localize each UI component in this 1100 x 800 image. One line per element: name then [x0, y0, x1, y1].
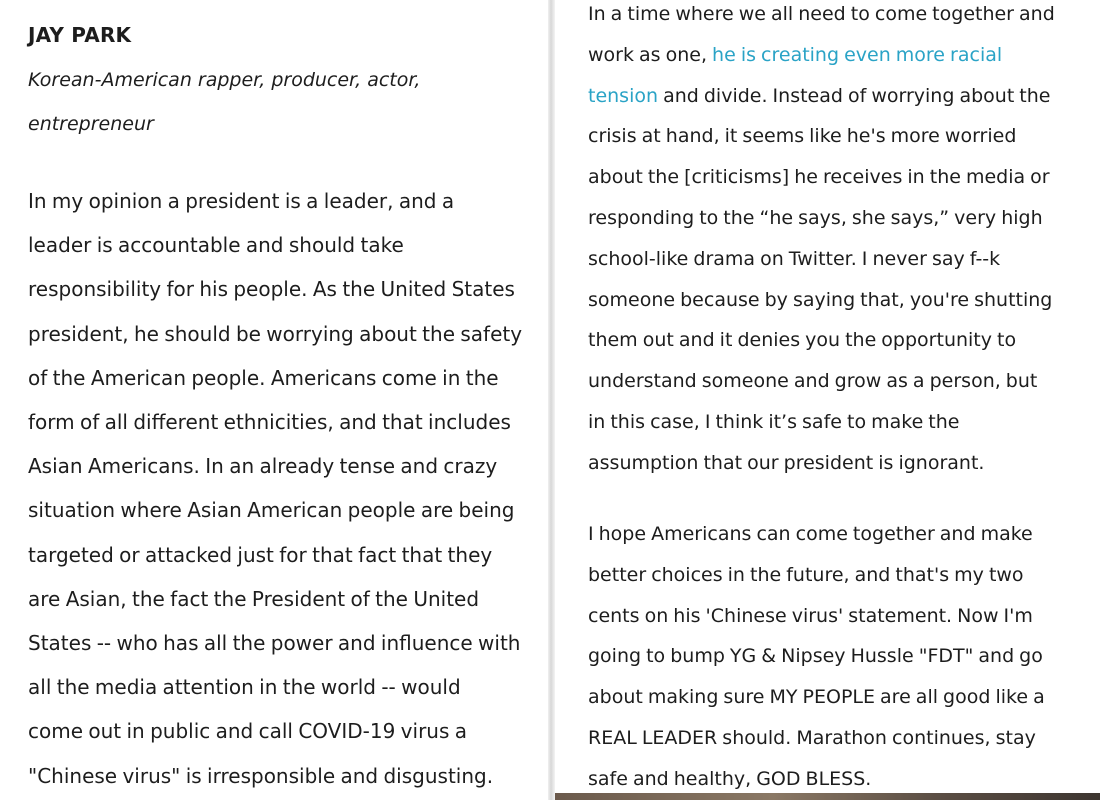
left-article-panel	[0, 0, 548, 800]
paragraph-line: Asian Americans. In an already tense and crazy	[28, 454, 498, 479]
photo-edge-strip	[555, 793, 1100, 800]
paragraph-line: better choices in the future, and that's my two	[588, 563, 1024, 586]
paragraph-line: about making sure MY PEOPLE are all good like a	[588, 686, 1045, 709]
author-description-line: entrepreneur	[28, 113, 154, 135]
paragraph-line: responding to the “he says, she says,” very high	[588, 206, 1043, 229]
paragraph-text: work as one,	[588, 43, 713, 66]
paragraph-line: REAL LEADER should. Marathon continues, stay	[588, 726, 1036, 749]
paragraph-line: come out in public and call COVID-19 virus a	[28, 719, 468, 744]
paragraph-line: them out and it denies you the opportunity to	[588, 329, 1017, 352]
paragraph-line: school-like drama on Twitter. I never say f--k	[588, 247, 1001, 270]
statement-paragraph-3	[588, 514, 1098, 800]
paragraph-line: about the [criticisms] he receives in the media or	[588, 166, 1050, 189]
paragraph-line: form of all different ethnicities, and that includes	[28, 410, 511, 435]
paragraph-line: safe and healthy, GOD BLESS.	[588, 767, 872, 790]
paragraph-line: all the media attention in the world -- would	[28, 675, 461, 700]
author-description-line: Korean-American rapper, producer, actor,	[28, 69, 421, 91]
paragraph-line: assumption that our president is ignorant.	[588, 451, 985, 474]
paragraph-line: someone because by saying that, you're shutting	[588, 288, 1053, 311]
paragraph-line: cents on his 'Chinese virus' statement. Now I'm	[588, 604, 1033, 627]
paragraph-line	[588, 76, 1098, 117]
paragraph-line	[588, 35, 1098, 76]
paragraph-line: I hope Americans can come together and make	[588, 523, 1033, 545]
panel-divider	[548, 0, 555, 800]
statement-paragraph-2	[588, 0, 1098, 484]
paragraph-line: of the American people. Americans come in the	[28, 365, 499, 390]
paragraph-line: leader is accountable and should take	[28, 233, 404, 258]
author-description	[28, 58, 528, 146]
paragraph-line: responsibility for his people. As the United States	[28, 277, 515, 302]
right-article-panel	[555, 0, 1100, 800]
paragraph-line: in this case, I think it’s safe to make the	[588, 410, 960, 433]
paragraph-line: "Chinese virus" is irresponsible and disgusting.	[28, 763, 494, 788]
paragraph-line: targeted or attacked just for that fact that they	[28, 542, 493, 567]
paragraph-line: president, he should be worrying about the safety	[28, 321, 523, 346]
paragraph-line: In my opinion a president is a leader, and a	[28, 189, 455, 213]
racial-tension-link-continued[interactable]: tension	[588, 84, 659, 107]
paragraph-line: understand someone and grow as a person, but	[588, 370, 1038, 393]
paragraph-line: going to bump YG & Nipsey Hussle "FDT" and go	[588, 645, 1043, 668]
paragraph-line: In a time where we all need to come together and	[588, 3, 1055, 25]
racial-tension-link[interactable]: he is creating even more racial	[712, 43, 1003, 66]
paragraph-line: are Asian, the fact the President of the United	[28, 586, 480, 611]
paragraph-text: and divide. Instead of worrying about the	[658, 84, 1051, 107]
paragraph-line: States -- who has all the power and influence with	[28, 631, 521, 656]
paragraph-line: situation where Asian American people are being	[28, 498, 515, 523]
paragraph-line: crisis at hand, it seems like he's more worried	[588, 125, 1017, 148]
author-name: JAY PARK	[28, 23, 132, 47]
statement-paragraph-1	[28, 179, 548, 798]
